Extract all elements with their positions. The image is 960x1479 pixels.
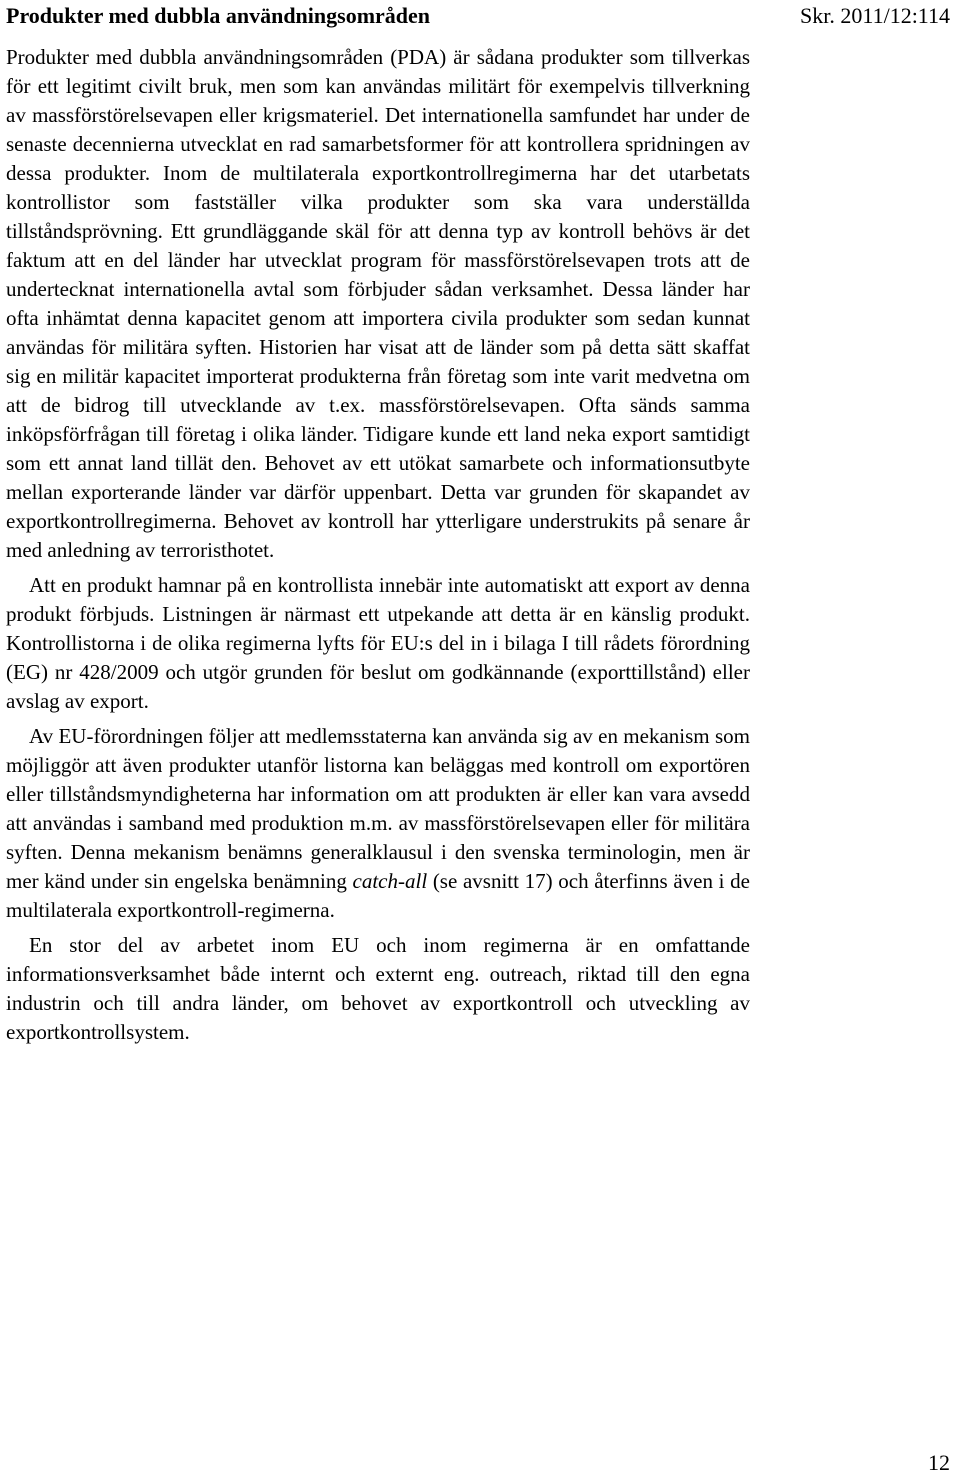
section-title: Produkter med dubbla användningsområden [6, 3, 431, 28]
paragraph-outreach: En stor del av arbetet inom EU och inom regimerna är en omfattande informationsverksamhet både internt och externt eng. outreach, riktad till den egna industrin och till andra länder, om behovet av exportkontroll och utveckling av exportkontrollsystem. [6, 933, 750, 1044]
paragraph-catch-all-text-after: (se avsnitt 17) och återfinns även i de multilaterala exportkontroll-regimerna. [6, 869, 750, 922]
page-number: 12 [928, 1450, 950, 1475]
catch-all-term: catch-all [352, 869, 428, 893]
paragraph-catch-all [6, 722, 750, 925]
body-text [6, 43, 750, 1047]
paragraph-control-lists: Att en produkt hamnar på en kontrollista innebär inte automatiskt att export av denna produkt förbjuds. Listningen är närmast ett utpekande att detta är en känslig produkt. Kontrollistorna i de olika regimerna lyfts för EU:s del in i bilaga I till rådets förordning (EG) nr 428/2009 och utgör grunden för beslut om godkännande (exporttillstånd) eller avslag av export. [6, 573, 750, 713]
paragraph-intro: Produkter med dubbla användningsområden (PDA) är sådana produkter som tillverkas för ett legitimt civilt bruk, men som kan användas militärt för exempelvis tillverkning av massförstörelsevapen eller krigsmateriel. Det internationella samfundet har under de senaste decennierna utvecklat en rad samarbetsformer för att kontrollera spridningen av dessa produkter. Inom de multilaterala exportkontrollregimerna har det utarbetats kontrollistor som fastställer vilka produkter som ska vara underställda tillståndsprövning. Ett grundläggande skäl för att denna typ av kontroll behövs är det faktum att en del länder har utvecklat program för massförstörelsevapen trots att de undertecknat internationella avtal som förbjuder sådan verksamhet. Dessa länder har ofta inhämtat denna kapacitet genom att importera civila produkter som sedan kunnat användas för militära syften. Historien har visat att de länder som på detta sätt skaffat sig en militär kapacitet importerat produkterna från företag som inte varit medvetna om att de bidrog till utvecklande av t.ex. massförstörelsevapen. Ofta sänds samma inköpsförfrågan till företag i olika länder. Tidigare kunde ett land neka export samtidigt som ett annat land tillät den. Behovet av ett utökat samarbete och informationsutbyte mellan exporterande länder var därför uppenbart. Detta var grunden för skapandet av exportkontrollregimerna. Behovet av kontroll har ytterligare understrukits på senare år med anledning av terroristhotet. [6, 45, 750, 562]
page-header [6, 4, 950, 32]
document-reference: Skr. 2011/12:114 [800, 3, 950, 28]
paragraph-catch-all-text-before: Av EU-förordningen följer att medlemsstaterna kan använda sig av en mekanism som möjliggör att även produkter utanför listorna kan beläggas med kontroll om exportören eller tillståndsmyndigheterna har information om att produkten är eller kan vara avsedd att användas i samband med produktion m.m. av massförstörelsevapen eller för militära syften. Denna mekanism benämns generalklausul i den svenska terminologin, men är mer känd under sin engelska benämning [6, 724, 750, 893]
